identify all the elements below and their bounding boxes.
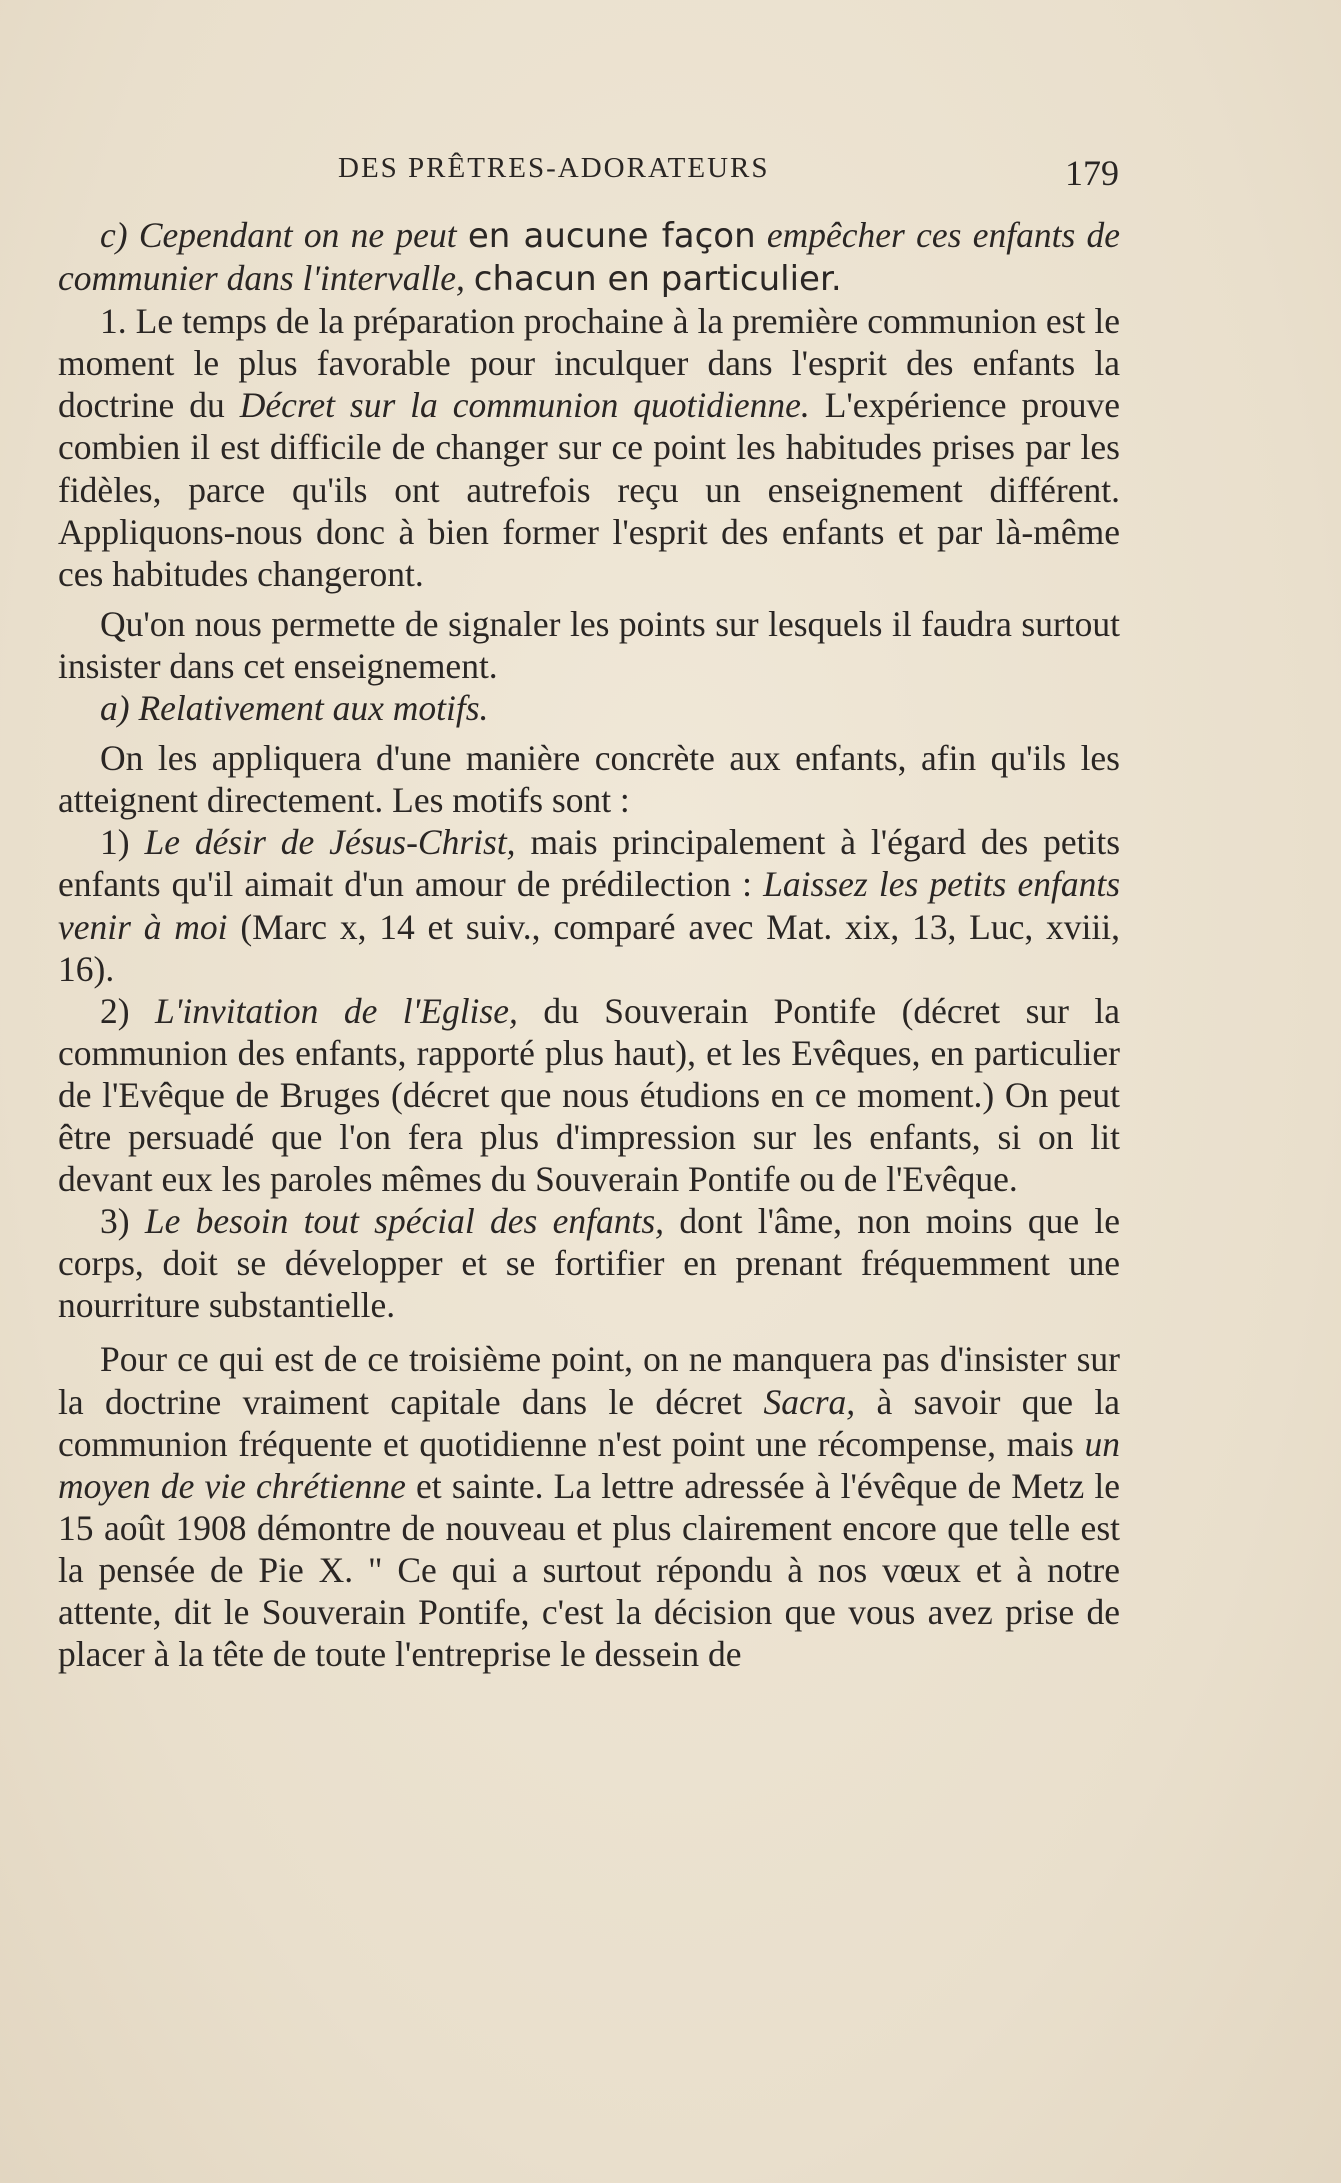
- text-span: à savoir que la communion fréquente et quotidienne n'est point une récompense, mais: [58, 1381, 1121, 1464]
- bold-span: chacun en particulier.: [473, 259, 842, 300]
- paragraph-points: [58, 603, 1120, 687]
- italic-span: un moyen de vie chrétienne: [58, 1423, 1121, 1506]
- italic-span: Décret sur la communion quotidienne.: [239, 385, 810, 426]
- paragraph-motif-2: [58, 990, 1120, 1200]
- text-span: On les appliquera d'une manière concrète aux enfants, afin qu'ils les atteignent directement. Les motifs sont :: [58, 738, 1120, 821]
- label-2: 2): [100, 990, 130, 1031]
- italic-span: Cependant on ne peut: [138, 215, 457, 255]
- running-head: DES PRÊTRES-ADORATEURS: [338, 152, 770, 184]
- page-number: 179: [1065, 153, 1119, 193]
- label-3: 3): [100, 1201, 130, 1242]
- italic-span: Le besoin tout spécial des enfants,: [144, 1201, 665, 1242]
- label-1: 1): [100, 822, 130, 863]
- paragraph-motif-3: [58, 1200, 1120, 1326]
- text-span: Pour ce qui est de ce troisième point, on ne manquera pas d'insister sur la doctrine vraiment capitale dans le décret: [58, 1339, 1120, 1422]
- label-a: a): [100, 688, 130, 729]
- text-span: et sainte. La lettre adressée à l'évêque de Metz le 15 août 1908 démontre de nouveau et plus clairement encore que telle est la pensée de Pie X. " Ce qui a surtout répondu à nos vœux et à notre attente, dit le Souverain Pontife, c'est la décision que vous avez prise de placer à la tête de toute l'entreprise le dessein de: [58, 1465, 1121, 1675]
- paragraph-third-point: [58, 1338, 1120, 1675]
- italic-span: Relativement aux motifs.: [138, 688, 489, 729]
- paragraph-motif-1: [58, 821, 1120, 989]
- italic-span: empêcher ces enfants de communier dans l'intervalle,: [58, 215, 1121, 299]
- label-c: c): [100, 215, 128, 255]
- text-span: (Marc x, 14 et suiv., comparé avec Mat. xix, 13, Luc, xviii, 16).: [58, 906, 1120, 989]
- text-span: Qu'on nous permette de signaler les points sur lesquels il faudra surtout insister dans cet enseignement.: [58, 603, 1120, 686]
- text-span: mais principalement à l'égard des petits enfants qu'il aimait d'un amour de prédilection :: [58, 822, 1121, 905]
- bold-span: en aucune façon: [467, 216, 756, 256]
- body-text: [58, 214, 1120, 1675]
- text-span: dont l'âme, non moins que le corps, doit se développer et se fortifier en prenant fréquemment une nourriture substantielle.: [58, 1201, 1121, 1326]
- paragraph-c: [58, 214, 1120, 300]
- text-span: 1. Le temps de la préparation prochaine à la première communion est le moment le plus favorable pour inculquer dans l'esprit des enfants la doctrine du: [58, 301, 1120, 426]
- text-span: L'expérience prouve combien il est difficile de changer sur ce point les habitudes prises par les fidèles, parce qu'ils ont autrefois reçu un enseignement différent. Appliquons-nous donc à bien former l'esprit des enfants et par là-même ces habitudes changeront.: [58, 385, 1121, 594]
- paragraph-a: [58, 687, 1120, 729]
- italic-span: Sacra,: [763, 1381, 856, 1422]
- paragraph-1: [58, 300, 1120, 595]
- italic-span: L'invitation de l'Eglise,: [155, 990, 518, 1031]
- text-span: du Souverain Pontife (décret sur la communion des enfants, rapporté plus haut), et les Evêques, en particulier de l'Evêque de Bruges (décret que nous étudions en ce moment.) On peut être persuadé que l'on fera plus d'impression sur les enfants, si on lit devant eux les paroles mêmes du Souverain Pontife ou de l'Evêque.: [58, 990, 1121, 1200]
- italic-span: Le désir de Jésus-Christ,: [144, 822, 516, 863]
- italic-span: Laissez les petits enfants venir à moi: [58, 864, 1121, 947]
- paragraph-motifs: [58, 737, 1120, 821]
